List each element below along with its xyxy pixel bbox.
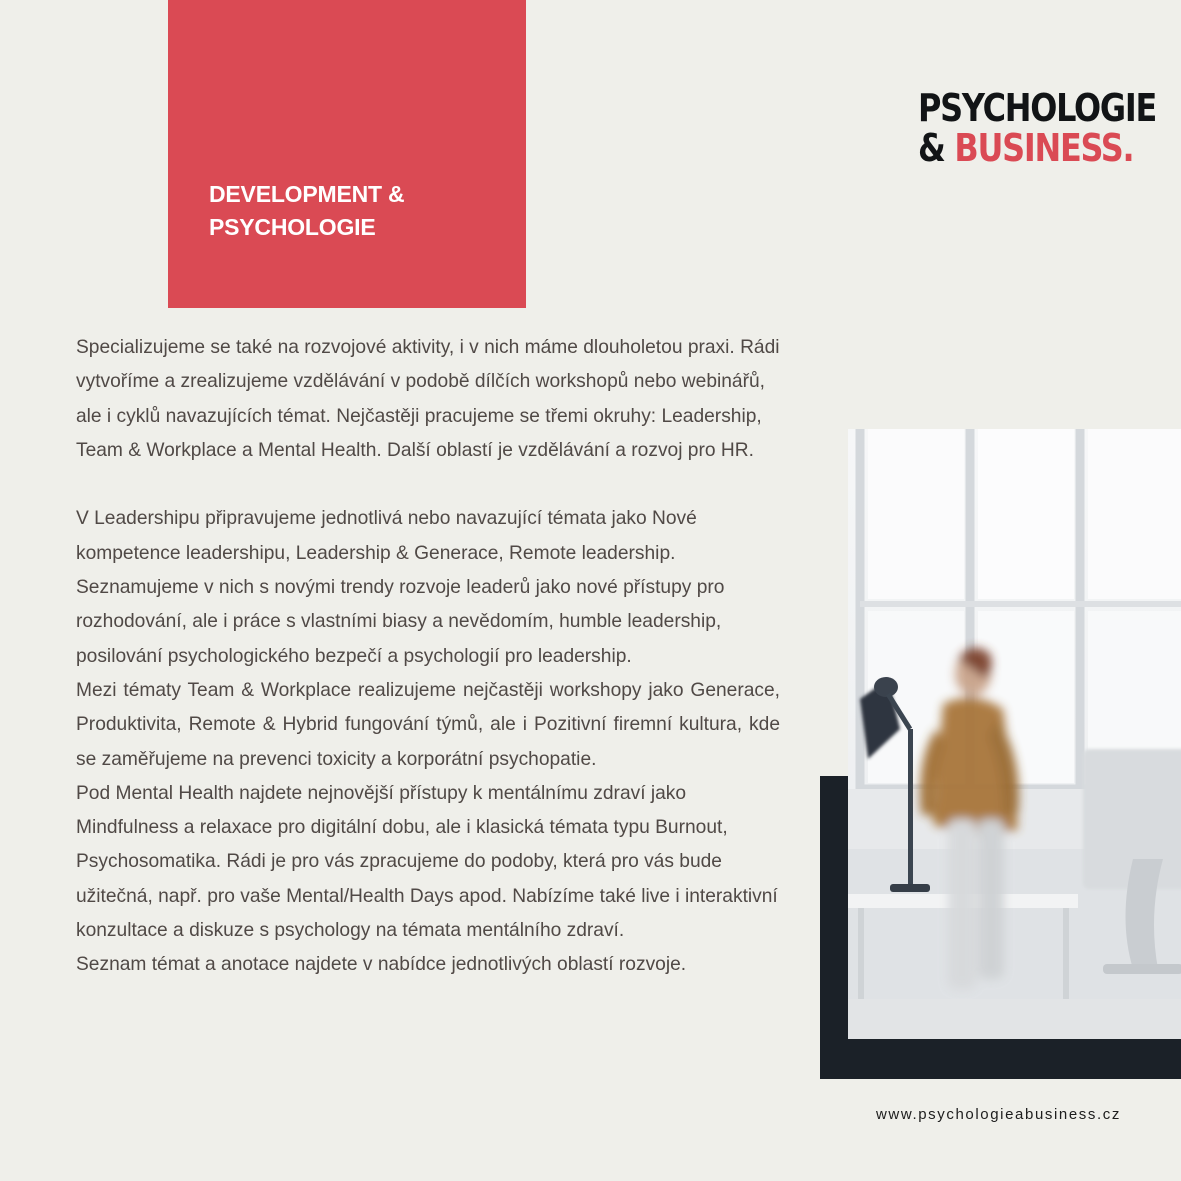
office-photo <box>848 429 1181 1039</box>
paragraph-gap <box>76 468 780 502</box>
paragraph-intro: Specializujeme se také na rozvojové aktivity, i v nich máme dlouholetou praxi. Rádi vytvoříme a zrealizujeme vzdělávání v podobě dílčích workshopů nebo webinářů, ale i cyklů navazujících témat. Nejčastěji pracujeme se třemi okruhy: Leadership, Team & Workplace a Mental Health. Další oblastí je vzdělávání a rozvoj pro HR. <box>76 337 780 461</box>
section-title-line2: PSYCHOLOGIE <box>209 214 376 240</box>
logo-business: BUSINESS. <box>954 126 1134 170</box>
paragraph-leadership: V Leadershipu připravujeme jednotlivá nebo navazující témata jako Nové kompetence leadershipu, Leadership & Generace, Remote leadership. Seznamujeme v nich s novými trendy rozvoje leaderů jako nové přístupy pro rozhodování, ale i práce s vlastními biasy a nevědomím, humble leadership, posilování psychologického bezpečí a psychologií pro leadership. <box>76 508 725 667</box>
logo-line-business <box>918 128 1156 168</box>
paragraph-topics-note: Seznam témat a anotace najdete v nabídce jednotlivých oblastí rozvoje. <box>76 954 687 976</box>
logo-ampersand: & <box>918 126 945 170</box>
section-header-block <box>168 0 526 308</box>
section-title-line1: DEVELOPMENT & <box>209 181 405 207</box>
section-title <box>209 178 404 244</box>
body-text <box>76 331 780 983</box>
paragraph-mental-health: Pod Mental Health najdete nejnovější přístupy k mentálnímu zdraví jako Mindfulness a relaxace pro digitální dobu, ale i klasická témata typu Burnout, Psychosomatika. Rádi je pro vás zpracujeme do podoby, která pro vás bude užitečná, např. pro vaše Mental/Health Days apod. Nabízíme také live i interaktivní konzultace a diskuze s psychology na témata mentálního zdraví. <box>76 782 778 942</box>
website-url[interactable]: www.psychologieabusiness.cz <box>876 1106 1121 1123</box>
paragraph-team-workplace: Mezi tématy Team & Workplace realizujeme nejčastěji workshopy jako Generace, Produktivita, Remote & Hybrid fungování týmů, ale i Pozitivní firemní kultura, kde se zaměřujeme na prevenci toxicity a korporátní psychopatie. <box>76 679 780 770</box>
brand-logo <box>918 88 1181 168</box>
logo-line-psychologie: PSYCHOLOGIE <box>918 86 1156 130</box>
